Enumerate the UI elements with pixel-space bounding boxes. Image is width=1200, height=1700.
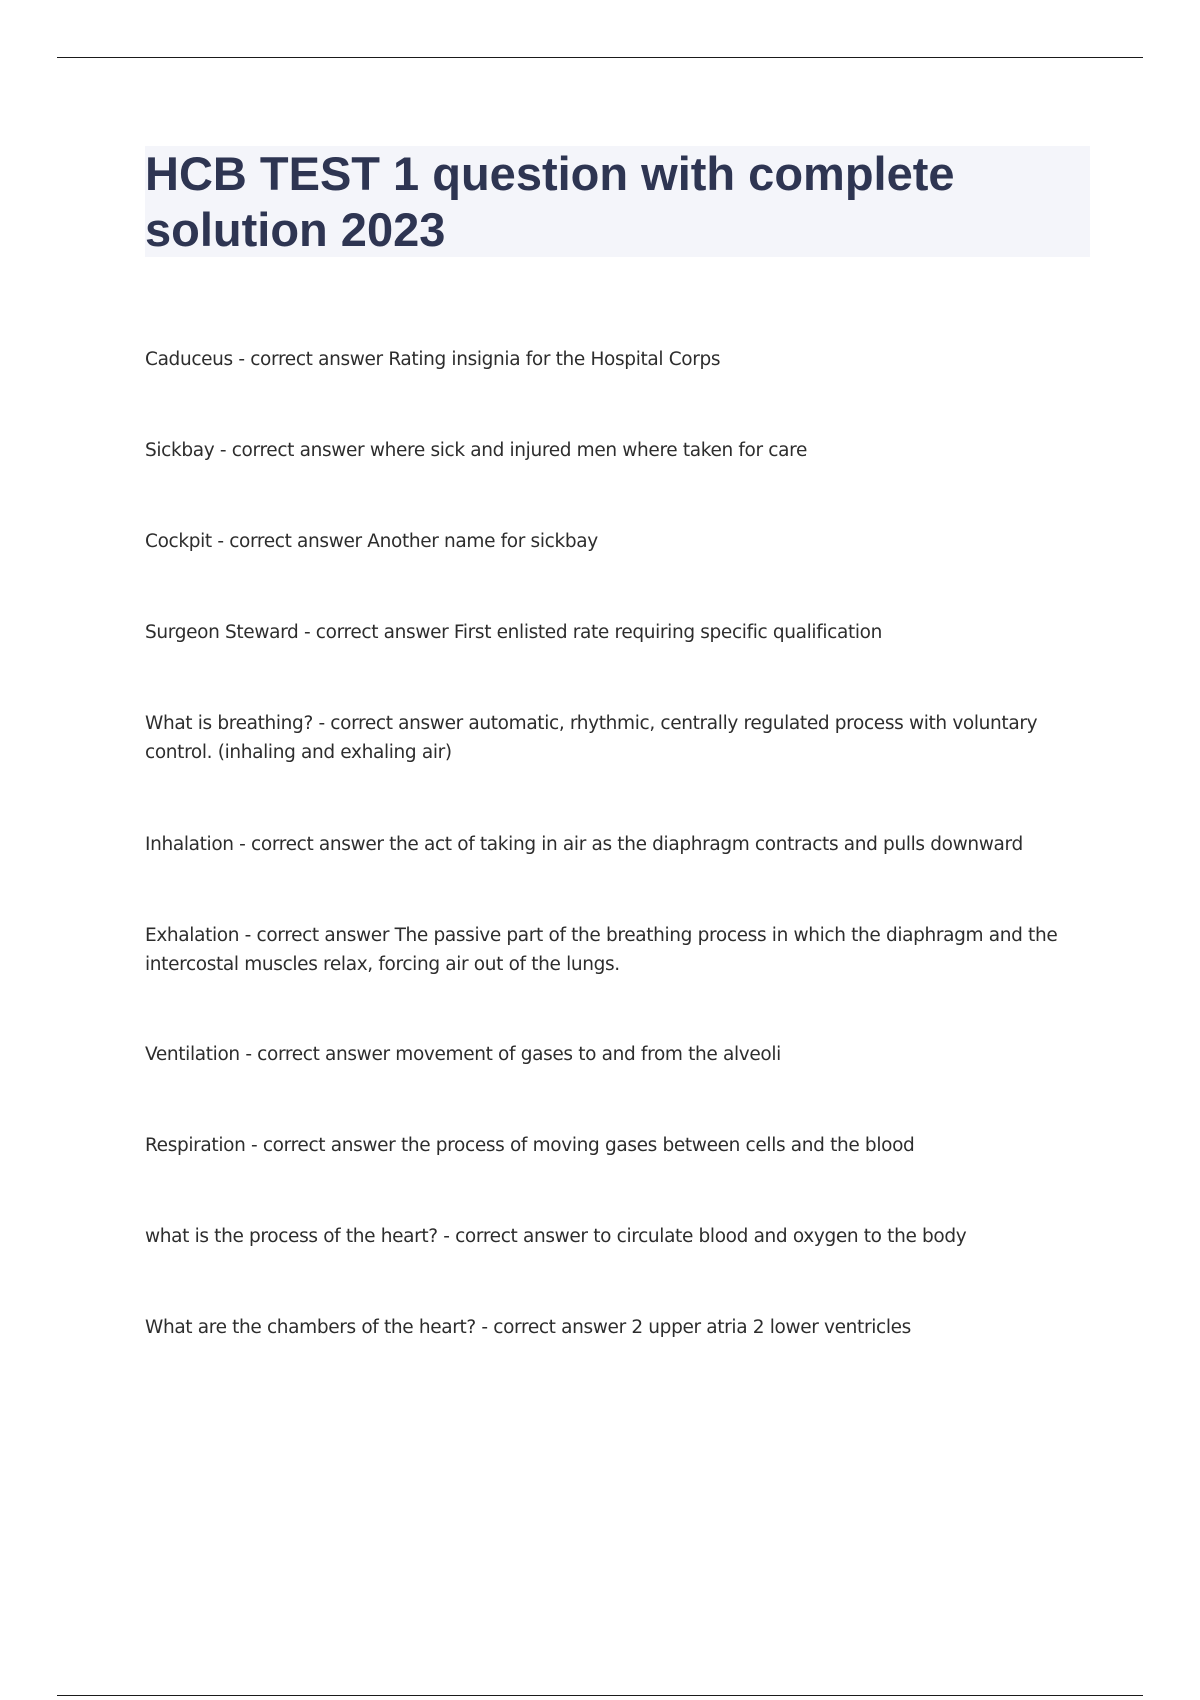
title-line-1: HCB TEST 1 question with complete: [145, 147, 955, 200]
qa-item: [145, 618, 1075, 647]
qa-item-text: What is breathing? - correct answer automatic, rhythmic, centrally regulated process with voluntary: [145, 713, 1038, 734]
bottom-rule: [57, 1695, 1143, 1696]
qa-item-text: Exhalation - correct answer The passive part of the breathing process in which the diaphragm and the: [145, 925, 1058, 946]
qa-item: [145, 436, 1075, 465]
qa-item: [145, 1131, 1075, 1160]
title-line-2: solution 2023: [145, 203, 446, 256]
qa-item: [145, 345, 1075, 374]
qa-item-text: Respiration - correct answer the process of moving gases between cells and the blood: [145, 1135, 915, 1156]
qa-item: [145, 830, 1075, 859]
top-rule: [57, 57, 1143, 58]
qa-item-text-cont: intercostal muscles relax, forcing air out of the lungs.: [145, 954, 620, 975]
qa-item-text: what is the process of the heart? - correct answer to circulate blood and oxygen to the body: [145, 1226, 967, 1247]
qa-item-text: Cockpit - correct answer Another name for sickbay: [145, 531, 598, 552]
document-title: [145, 146, 955, 258]
qa-item: [145, 1040, 1075, 1069]
qa-item-text: Caduceus - correct answer Rating insignia for the Hospital Corps: [145, 349, 721, 370]
qa-item-text: Surgeon Steward - correct answer First enlisted rate requiring specific qualification: [145, 622, 883, 643]
qa-item-text: Sickbay - correct answer where sick and injured men where taken for care: [145, 440, 808, 461]
qa-item-text: What are the chambers of the heart? - correct answer 2 upper atria 2 lower ventricles: [145, 1317, 911, 1338]
title-banner: [145, 146, 1090, 257]
qa-item: [145, 921, 1075, 979]
qa-item: [145, 1222, 1075, 1251]
qa-item: [145, 527, 1075, 556]
qa-item-text-cont: control. (inhaling and exhaling air): [145, 742, 452, 763]
qa-item-text: Inhalation - correct answer the act of taking in air as the diaphragm contracts and pulls downward: [145, 834, 1023, 855]
qa-item-text: Ventilation - correct answer movement of gases to and from the alveoli: [145, 1044, 781, 1065]
qa-item: [145, 709, 1075, 767]
qa-item: [145, 1313, 1075, 1342]
